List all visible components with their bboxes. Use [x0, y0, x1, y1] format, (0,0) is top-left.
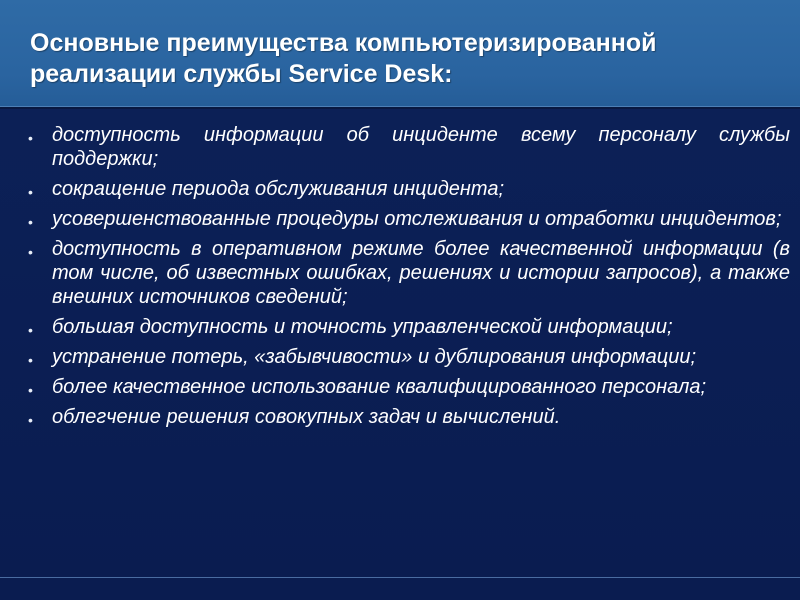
list-item [28, 207, 790, 231]
bullet-icon: • [28, 352, 33, 368]
list-item [28, 123, 790, 171]
bullet-icon: • [28, 184, 33, 200]
bullet-icon: • [28, 244, 33, 260]
list-item-text: доступность информации об инциденте всему персоналу службы поддержки; [52, 124, 790, 170]
footer-divider [0, 577, 800, 578]
list-item [28, 405, 790, 429]
slide-title: Основные преимущества компьютеризированной реализации службы Service Desk: [30, 29, 657, 88]
bullet-icon: • [28, 382, 33, 398]
list-item-text: усовершенствованные процедуры отслеживания и отработки инцидентов; [52, 208, 782, 230]
list-item-text: сокращение периода обслуживания инцидента; [52, 178, 505, 200]
bullet-icon: • [28, 214, 33, 230]
list-item-text: большая доступность и точность управленческой информации; [52, 316, 673, 338]
list-item [28, 315, 790, 339]
list-item-text: устранение потерь, «забывчивости» и дублирования информации; [52, 346, 697, 368]
list-item [28, 375, 790, 399]
list-item-text: более качественное использование квалифицированного персонала; [52, 376, 707, 398]
bullet-icon: • [28, 130, 33, 146]
list-item [28, 177, 790, 201]
list-item-text: доступность в оперативном режиме более качественной информации (в том числе, об известных ошибках, решениях и истории запросов), а также внешних источников сведений; [52, 238, 790, 308]
bullet-icon: • [28, 322, 33, 338]
bullet-list [28, 123, 790, 435]
title-bar [0, 0, 800, 107]
list-item-text: облегчение решения совокупных задач и вычислений. [52, 406, 561, 428]
list-item [28, 345, 790, 369]
bullet-icon: • [28, 412, 33, 428]
list-item [28, 237, 790, 309]
